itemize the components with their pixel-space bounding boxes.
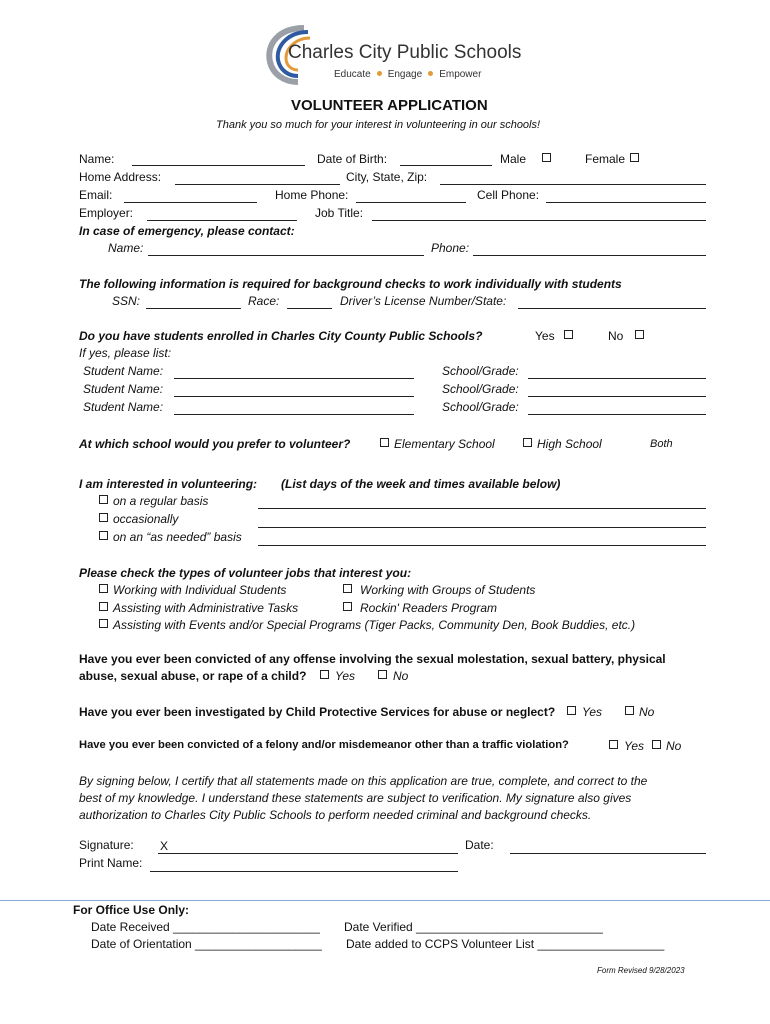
- if-yes-label: If yes, please list:: [79, 346, 172, 360]
- events-checkbox[interactable]: [99, 619, 108, 628]
- job-title-label: Job Title:: [315, 206, 364, 220]
- signature-field[interactable]: [158, 853, 458, 854]
- school-grade-label: School/Grade:: [442, 364, 519, 378]
- ssn-label: SSN:: [112, 294, 141, 308]
- email-label: Email:: [79, 188, 113, 202]
- both-label: Both: [650, 438, 673, 450]
- certify-line2: best of my knowledge. I understand these statements are subject to verification. My signature also gives: [79, 791, 632, 805]
- student-name-label: Student Name:: [83, 382, 164, 396]
- prefer-question: At which school would you prefer to volunteer?: [79, 437, 351, 451]
- signature-label: Signature:: [79, 838, 134, 852]
- jobs-heading: Please check the types of volunteer jobs that interest you:: [79, 566, 412, 580]
- office-divider: [0, 900, 770, 901]
- regular-basis-label: on a regular basis: [113, 494, 209, 508]
- felony-yes-label: Yes: [624, 739, 645, 753]
- rockin-checkbox[interactable]: [343, 602, 352, 611]
- student-name-label: Student Name:: [83, 400, 164, 414]
- race-field[interactable]: [287, 308, 332, 309]
- school-grade-field[interactable]: [528, 396, 706, 397]
- student-name-label: Student Name:: [83, 364, 164, 378]
- page-subtitle: Thank you so much for your interest in volunteering in our schools!: [216, 119, 541, 131]
- print-name-field[interactable]: [150, 871, 458, 872]
- background-heading: The following information is required for background checks to work individually with students: [79, 277, 622, 291]
- high-school-label: High School: [537, 437, 602, 451]
- emergency-phone-label: Phone:: [431, 241, 470, 255]
- employer-field[interactable]: [147, 220, 297, 221]
- date-added-field[interactable]: Date added to CCPS Volunteer List ___________________: [346, 937, 665, 951]
- students-yes-label: Yes: [535, 329, 555, 343]
- students-yes-checkbox[interactable]: [564, 330, 573, 339]
- cell-phone-label: Cell Phone:: [477, 188, 540, 202]
- occasionally-label: occasionally: [113, 512, 179, 526]
- interest-heading: I am interested in volunteering:: [79, 477, 258, 491]
- availability-field[interactable]: [258, 508, 706, 509]
- date-orientation-field[interactable]: Date of Orientation ___________________: [91, 937, 322, 951]
- cps-no-label: No: [639, 705, 655, 719]
- employer-label: Employer:: [79, 206, 134, 220]
- convict-yes-checkbox[interactable]: [320, 670, 329, 679]
- job-title-field[interactable]: [372, 220, 706, 221]
- school-grade-field[interactable]: [528, 414, 706, 415]
- female-label: Female: [585, 152, 626, 166]
- form-revised-note: Form Revised 9/28/2023: [597, 966, 685, 975]
- name-label: Name:: [79, 152, 115, 166]
- date-received-field[interactable]: Date Received ______________________: [91, 920, 320, 934]
- dl-field[interactable]: [518, 308, 706, 309]
- admin-label: Assisting with Administrative Tasks: [113, 601, 299, 615]
- students-question: Do you have students enrolled in Charles City County Public Schools?: [79, 329, 483, 343]
- certify-line3: authorization to Charles City Public Schools to perform needed criminal and background checks.: [79, 808, 592, 822]
- school-grade-field[interactable]: [528, 378, 706, 379]
- home-address-label: Home Address:: [79, 170, 162, 184]
- elementary-label: Elementary School: [394, 437, 495, 451]
- convict-question-line1: Have you ever been convicted of any offense involving the sexual molestation, sexual battery, physical: [79, 652, 666, 666]
- student-name-field[interactable]: [174, 414, 414, 415]
- students-no-checkbox[interactable]: [635, 330, 644, 339]
- email-field[interactable]: [124, 202, 257, 203]
- date-verified-field[interactable]: Date Verified ____________________________: [344, 920, 603, 934]
- felony-yes-checkbox[interactable]: [609, 740, 618, 749]
- high-school-checkbox[interactable]: [523, 438, 532, 447]
- regular-basis-checkbox[interactable]: [99, 495, 108, 504]
- dob-field[interactable]: [400, 165, 492, 166]
- cell-phone-field[interactable]: [546, 202, 706, 203]
- cps-no-checkbox[interactable]: [625, 706, 634, 715]
- individual-checkbox[interactable]: [99, 584, 108, 593]
- as-needed-label: on an “as needed” basis: [113, 530, 242, 544]
- interest-list-note: (List days of the week and times available below): [281, 477, 561, 491]
- felony-no-checkbox[interactable]: [652, 740, 661, 749]
- school-name: Charles City Public Schools: [288, 42, 522, 63]
- tagline-educate: Educate: [334, 69, 371, 80]
- ssn-field[interactable]: [146, 308, 241, 309]
- availability-field[interactable]: [258, 527, 706, 528]
- home-phone-field[interactable]: [356, 202, 466, 203]
- students-no-label: No: [608, 329, 624, 343]
- date-field[interactable]: [510, 853, 706, 854]
- city-label: City, State, Zip:: [346, 170, 428, 184]
- cps-yes-checkbox[interactable]: [567, 706, 576, 715]
- home-address-field[interactable]: [175, 184, 340, 185]
- print-name-label: Print Name:: [79, 856, 143, 870]
- admin-checkbox[interactable]: [99, 602, 108, 611]
- groups-label: Working with Groups of Students: [360, 583, 536, 597]
- male-label: Male: [500, 152, 527, 166]
- home-phone-label: Home Phone:: [275, 188, 349, 202]
- certify-line1: By signing below, I certify that all statements made on this application are true, complete, and correct to the: [79, 774, 648, 788]
- signature-x-mark: X: [160, 839, 169, 853]
- groups-checkbox[interactable]: [343, 584, 352, 593]
- page-title: VOLUNTEER APPLICATION: [291, 97, 488, 114]
- female-checkbox[interactable]: [630, 153, 639, 162]
- dob-label: Date of Birth:: [317, 152, 388, 166]
- occasionally-checkbox[interactable]: [99, 513, 108, 522]
- school-grade-label: School/Grade:: [442, 400, 519, 414]
- emergency-heading: In case of emergency, please contact:: [79, 224, 295, 238]
- date-label: Date:: [465, 838, 494, 852]
- emergency-name-field[interactable]: [148, 255, 424, 256]
- student-name-field[interactable]: [174, 378, 414, 379]
- elementary-checkbox[interactable]: [380, 438, 389, 447]
- convict-no-label: No: [393, 669, 409, 683]
- as-needed-checkbox[interactable]: [99, 531, 108, 540]
- events-label: Assisting with Events and/or Special Programs (Tiger Packs, Community Den, Book Buddies, etc.): [113, 618, 636, 632]
- convict-question-line2: abuse, sexual abuse, or rape of a child?: [79, 669, 307, 683]
- name-field[interactable]: [132, 165, 305, 166]
- convict-yes-label: Yes: [335, 669, 356, 683]
- cps-yes-label: Yes: [582, 705, 603, 719]
- office-heading: For Office Use Only:: [73, 903, 190, 917]
- cps-question: Have you ever been investigated by Child Protective Services for abuse or neglect?: [79, 705, 556, 719]
- school-grade-label: School/Grade:: [442, 382, 519, 396]
- convict-no-checkbox[interactable]: [378, 670, 387, 679]
- race-label: Race:: [248, 294, 280, 308]
- emergency-phone-field[interactable]: [473, 255, 706, 256]
- tagline-engage: Engage: [387, 69, 423, 80]
- emergency-name-label: Name:: [108, 241, 144, 255]
- student-name-field[interactable]: [174, 396, 414, 397]
- rockin-label: Rockin' Readers Program: [360, 601, 498, 615]
- individual-label: Working with Individual Students: [113, 583, 287, 597]
- male-checkbox[interactable]: [542, 153, 551, 162]
- availability-field[interactable]: [258, 545, 706, 546]
- dl-label: Driver’s License Number/State:: [340, 294, 507, 308]
- felony-no-label: No: [666, 739, 682, 753]
- felony-question: Have you ever been convicted of a felony and/or misdemeanor other than a traffic violation?: [79, 739, 569, 751]
- city-field[interactable]: [440, 184, 706, 185]
- school-tagline: [334, 69, 481, 80]
- tagline-empower: Empower: [439, 69, 482, 80]
